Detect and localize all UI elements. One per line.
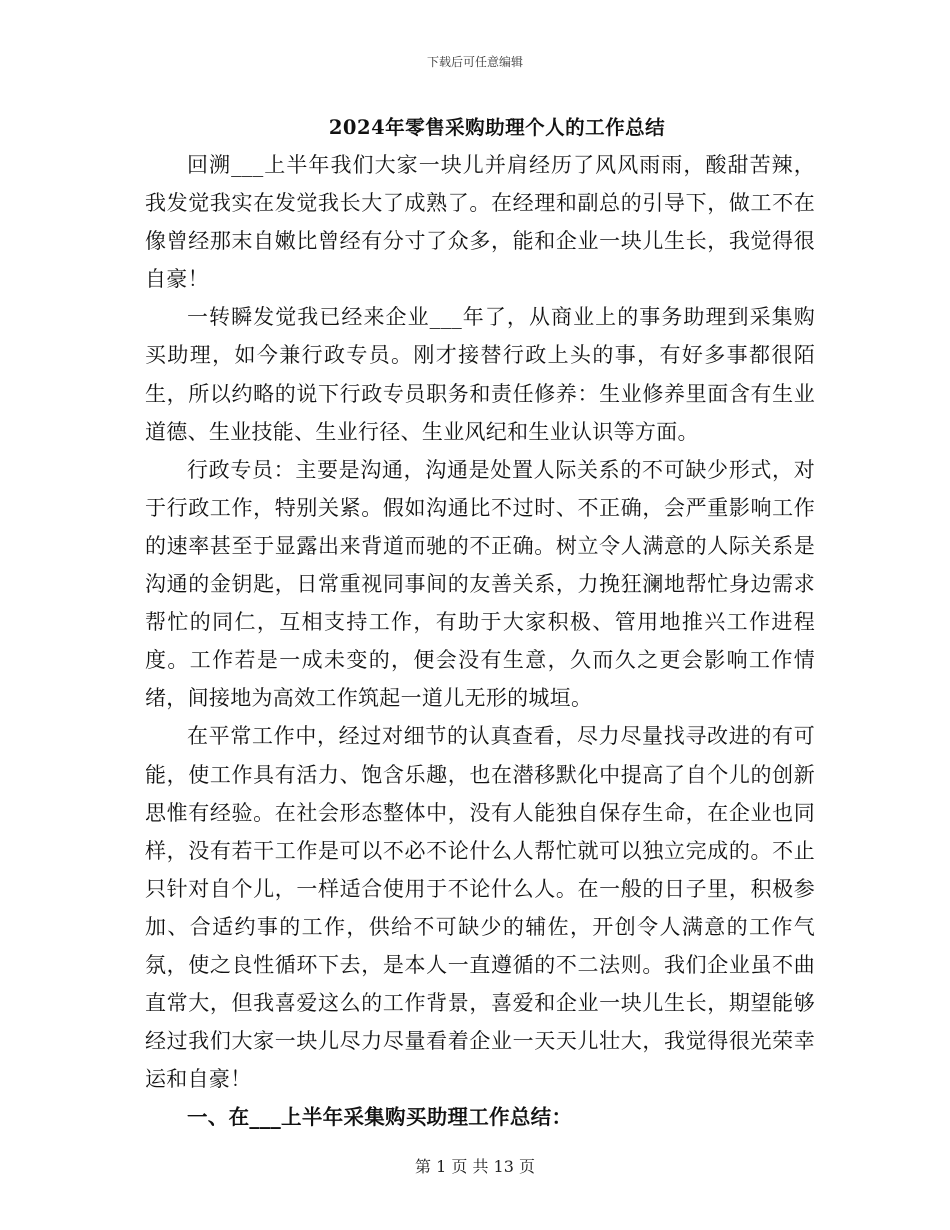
page-header: 下载后可任意编辑 [426,55,523,69]
paragraph-2: 一转瞬发觉我已经来企业___年了，从商业上的事务助理到采集购买助理，如今兼行政专员。刚才接替行政上头的事，有好多事都很陌生，所以约略的说下行政专员职务和责任修养：生业修养里面含有生业道德、生业技能、生业行径、生业风纪和生业认识等方面。 [145,305,815,444]
paragraph-4: 在平常工作中，经过对细节的认真查看，尽力尽量找寻改进的有可能，使工作具有活力、饱含乐趣，也在潜移默化中提高了自个儿的创新思惟有经验。在社会形态整体中，没有人能独自保存生命，在企业也同样，没有若干工作是可以不必不论什么人帮忙就可以独立完成的。不止只针对自个儿，一样适合使用于不论什么人。在一般的日子里，积极参加、合适约事的工作，供给不可缺少的辅佐，开创令人满意的工作气氛，使之良性循环下去，是本人一直遵循的不二法则。我们企业虽不曲直常大，但我喜爱这么的工作背景，喜爱和企业一块儿生长，期望能够经过我们大家一块儿尽力尽量看着企业一天天儿壮大，我觉得很光荣幸运和自豪！ [145,724,815,1092]
document-title: 2024年零售采购助理个人的工作总结 [328,116,666,139]
section-heading: 一、在___上半年采集购买助理工作总结： [187,1105,573,1130]
document-body [145,146,815,1136]
paragraph-1: 回溯___上半年我们大家一块儿并肩经历了风风雨雨，酸甜苦辣，我发觉我实在发觉我长大了成熟了。在经理和副总的引导下，做工不在像曾经那末自嫩比曾经有分寸了众多，能和企业一块儿生长，我觉得很自豪！ [145,153,815,292]
paragraph-3: 行政专员：主要是沟通，沟通是处置人际关系的不可缺少形式，对于行政工作，特别关紧。假如沟通比不过时、不正确，会严重影响工作的速率甚至于显露出来背道而驰的不正确。树立令人满意的人际关系是沟通的金钥匙，日常重视同事间的友善关系，力挽狂澜地帮忙身边需求帮忙的同仁，互相支持工作，有助于大家积极、管用地推兴工作进程度。工作若是一成未变的，便会没有生意，久而久之更会影响工作情绪，间接地为高效工作筑起一道儿无形的城垣。 [145,457,815,711]
page-footer: 第 1 页 共 13 页 [415,1157,535,1176]
